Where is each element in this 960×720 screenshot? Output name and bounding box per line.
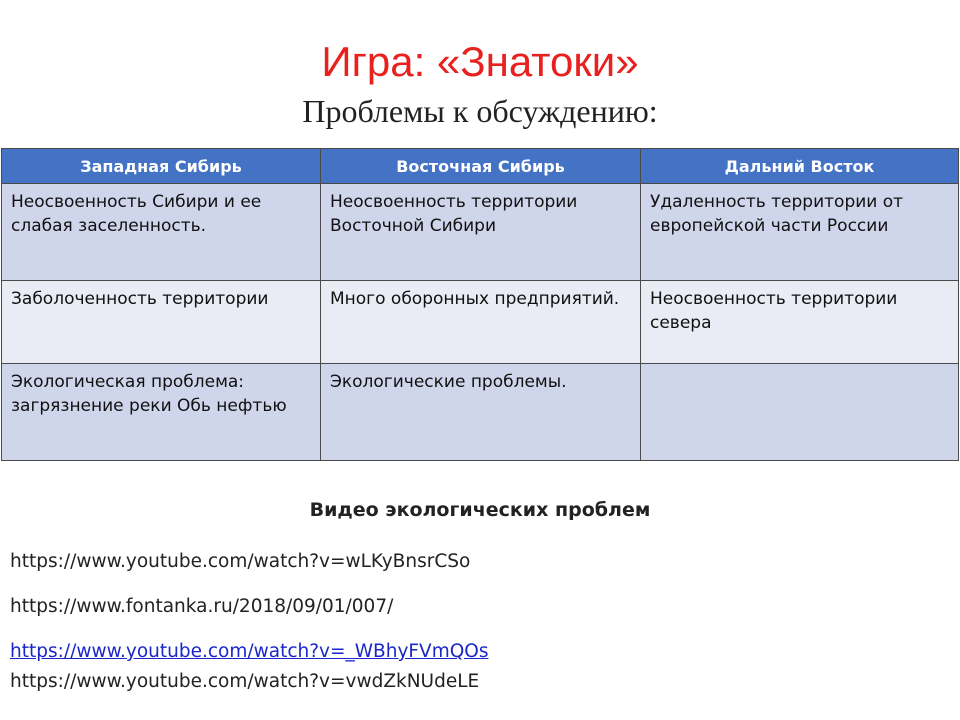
- table-cell: Экологическая проблема: загрязнение реки Обь нефтью: [2, 364, 321, 461]
- video-link-text: https://www.youtube.com/watch?v=wLKyBnsrCSo: [10, 551, 471, 572]
- table-cell: Удаленность территории от европейской части России: [641, 184, 959, 281]
- table-row: [2, 364, 959, 461]
- video-hyperlink[interactable]: https://www.youtube.com/watch?v=_WBhyFVmQOs: [10, 641, 489, 662]
- video-section-heading: Видео экологических проблем: [309, 499, 651, 521]
- header-west-siberia: Западная Сибирь: [2, 149, 321, 184]
- table-cell: Неосвоенность территории Восточной Сибири: [321, 184, 641, 281]
- table-row: [2, 281, 959, 364]
- video-link-text: https://www.fontanka.ru/2018/09/01/007/: [10, 596, 394, 617]
- header-far-east: Дальний Восток: [641, 149, 959, 184]
- problems-table: [1, 148, 959, 461]
- video-link-text: https://www.youtube.com/watch?v=vwdZkNUdeLE: [10, 671, 480, 692]
- table-header-row: [2, 149, 959, 184]
- table-row: [2, 184, 959, 281]
- table-cell: Много оборонных предприятий.: [321, 281, 641, 364]
- slide-subtitle: Проблемы к обсуждению:: [302, 93, 658, 129]
- table-cell: Неосвоенность территории севера: [641, 281, 959, 364]
- table-cell-empty: [641, 364, 959, 461]
- slide-title: Игра: «Знатоки»: [321, 38, 639, 85]
- table-cell: Неосвоенность Сибири и ее слабая заселенность.: [2, 184, 321, 281]
- table-cell: Заболоченность территории: [2, 281, 321, 364]
- table-cell: Экологические проблемы.: [321, 364, 641, 461]
- header-east-siberia: Восточная Сибирь: [321, 149, 641, 184]
